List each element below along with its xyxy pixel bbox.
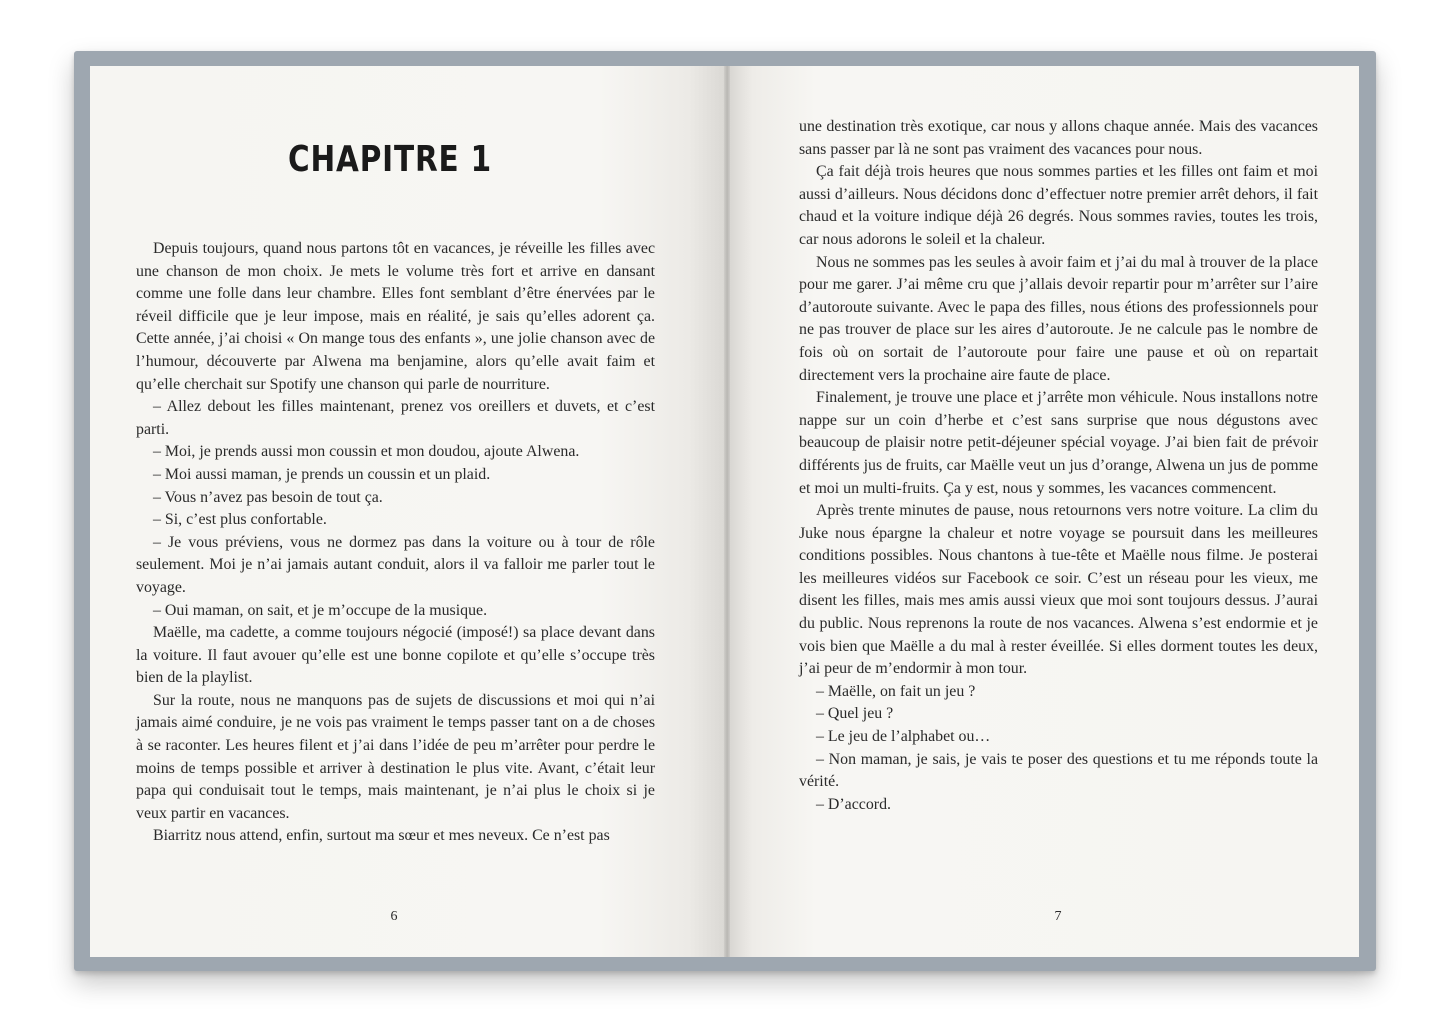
right-page-text bbox=[799, 116, 1318, 816]
paragraph: – Quel jeu ? bbox=[816, 705, 894, 723]
paragraph: Finalement, je trouve une place et j’arrête mon véhicule. Nous installons notre nappe sur un coin d’herbe et c’est sans surprise que nous dégustons avec beaucoup de plaisir notre petit-déjeuner spécial voyage. J’ai bien fait de prévoir différents jus de fruits, car Maëlle veut un jus d’orange, Alwena un jus de pomme et moi un multi-fruits. Ça y est, nous y sommes, les vacances commencent. bbox=[799, 389, 1318, 497]
paragraph: Après trente minutes de pause, nous retournons vers notre voiture. La clim du Juke nous épargne la chaleur et notre voyage se poursuit dans les meilleures conditions possibles. Nous chantons à tue-tête et Maëlle nous filme. Je posterai les meilleures vidéos sur Facebook ce soir. C’est un réseau pour les vieux, me disent les filles, mais mes amis aussi vieux que moi sont toujours dessus. J’aurai du public. Nous reprenons la route de nos vacances. Alwena s’est endormie et je vois bien que Maëlle a du mal à rester éveillée. Si elles dorment toutes les deux, j’ai peur de m’endormir à mon tour. bbox=[799, 502, 1318, 678]
paragraph: – Non maman, je sais, je vais te poser des questions et tu me réponds toute la vérité. bbox=[799, 750, 1318, 791]
paragraph: Biarritz nous attend, enfin, surtout ma sœur et mes neveux. Ce n’est pas bbox=[153, 827, 610, 845]
paragraph: – Maëlle, on fait un jeu ? bbox=[816, 682, 976, 700]
chapter-title: CHAPITRE 1 bbox=[288, 139, 492, 180]
paragraph-continuation: une destination très exotique, car nous y allons chaque année. Mais des vacances sans passer par là ne sont pas vraiment des vacances pour nous. bbox=[799, 118, 1318, 158]
paragraph: – Je vous préviens, vous ne dormez pas dans la voiture ou à tour de rôle seulement. Moi je n’ai jamais autant conduit, alors il va falloir me parler tout le voyage. bbox=[136, 533, 655, 596]
paragraph: Sur la route, nous ne manquons pas de sujets de discussions et moi qui n’ai jamais aimé conduire, je ne vois pas vraiment le temps passer tant on a de choses à se raconter. Les heures filent et j’ai dans l’idée de peu m’arrêter pour perdre le moins de temps possible et arriver à destination le plus vite. Avant, c’était leur papa qui conduisait tout le temps, mais maintenant, je n’ai plus le choix si je veux partir en vacances. bbox=[136, 691, 655, 822]
paragraph: Depuis toujours, quand nous partons tôt en vacances, je réveille les filles avec une chanson de mon choix. Je mets le volume très fort et arrive en dansant comme une folle dans leur chambre. Elles font semblant d’être énervées par le réveil difficile que je leur impose, mais en réalité, je sais qu’elles adorent ça. Cette année, j’ai choisi « On mange tous des enfants », une jolie chanson avec de l’humour, découverte par Alwena ma benjamine, alors qu’elle avait faim et qu’elle cherchait sur Spotify une chanson qui parle de nourriture. bbox=[136, 240, 655, 393]
paragraph: – Moi aussi maman, je prends un coussin et un plaid. bbox=[153, 465, 491, 483]
paragraph: – Si, c’est plus confortable. bbox=[153, 511, 327, 529]
paragraph: – Moi, je prends aussi mon coussin et mon doudou, ajoute Alwena. bbox=[153, 443, 580, 461]
paragraph: Nous ne sommes pas les seules à avoir faim et j’ai du mal à trouver de la place pour me garer. J’ai même cru que j’allais devoir repartir pour m’arrêter sur l’aire d’autoroute suivante. Avec le papa des filles, nous étions des professionnels pour ne pas trouver de place sur les aires d’autoroute. Je ne calcule pas le nombre de fois où on sortait de l’autoroute pour faire une pause et où on repartait directement vers la prochaine aire faute de place. bbox=[799, 253, 1318, 384]
paragraph: – Vous n’avez pas besoin de tout ça. bbox=[153, 488, 383, 506]
paragraph: – Allez debout les filles maintenant, prenez vos oreillers et duvets, et c’est parti. bbox=[136, 398, 655, 438]
paragraph: Maëlle, ma cadette, a comme toujours négocié (imposé!) sa place devant dans la voiture. Il faut avouer qu’elle est une bonne copilote et qu’elle s’occupe très bien de la playlist. bbox=[136, 624, 655, 687]
paragraph: – D’accord. bbox=[816, 795, 891, 813]
paragraph: Ça fait déjà trois heures que nous sommes parties et les filles ont faim et moi aussi d’ailleurs. Nous décidons donc d’effectuer notre premier arrêt dehors, il fait chaud et la voiture indique déjà 26 degrés. Nous sommes ravies, toutes les trois, car nous adorons le soleil et la chaleur. bbox=[799, 163, 1318, 248]
left-page-text bbox=[136, 238, 655, 848]
book-gutter bbox=[724, 66, 730, 957]
paragraph: – Le jeu de l’alphabet ou… bbox=[816, 728, 991, 746]
page-number-left: 6 bbox=[390, 909, 398, 924]
paragraph: – Oui maman, on sait, et je m’occupe de la musique. bbox=[153, 601, 488, 619]
page-number-right: 7 bbox=[1054, 909, 1062, 924]
